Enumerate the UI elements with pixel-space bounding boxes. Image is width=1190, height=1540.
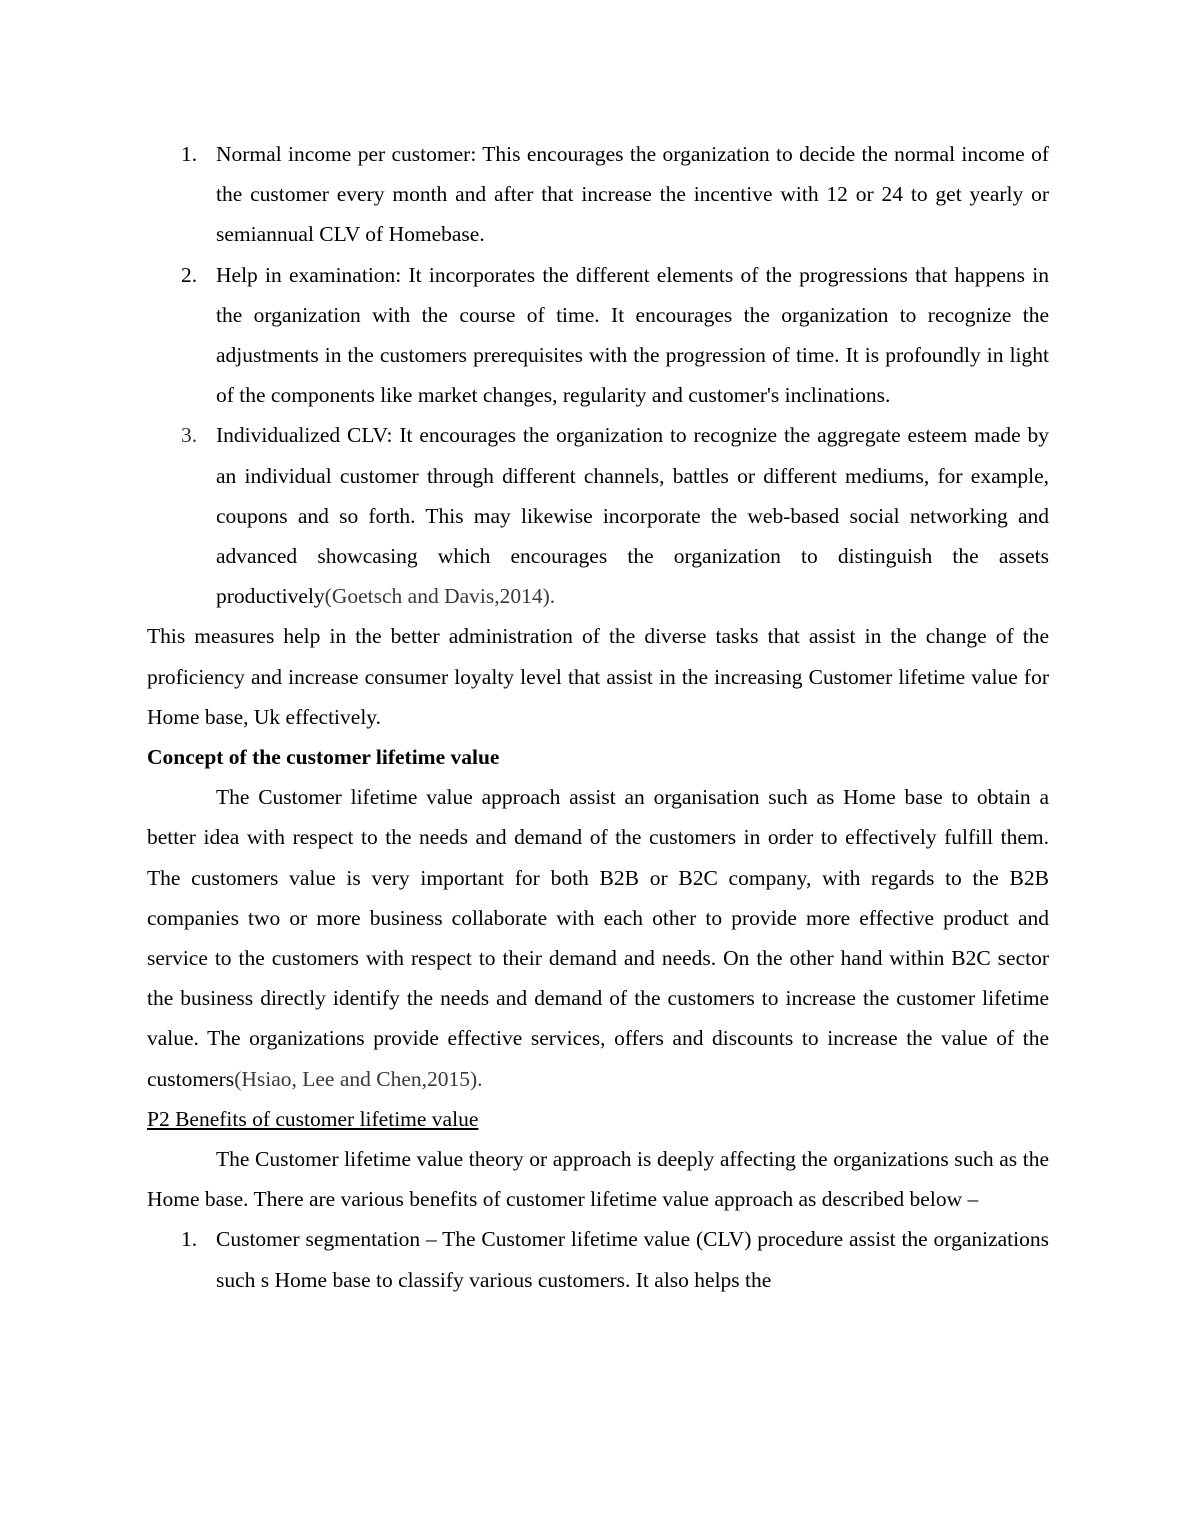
paragraph-text: The Customer lifetime value approach assist an organisation such as Home base to obtain a better idea with respect to the needs and demand of the customers in order to effectively fulfill them. The customers value is very important for both B2B or B2C company, with regards to the B2B companies two or more business collaborate with each other to provide more effective product and service to the customers with respect to their demand and needs. On the other hand within B2C sector the business directly identify the needs and demand of the customers to increase the customer lifetime value. The organizations provide effective services, offers and discounts to increase the value of the customers (147, 785, 1049, 1091)
list-item-text: Customer segmentation – The Customer lifetime value (CLV) procedure assist the organizations such s Home base to classify various customers. It also helps the (216, 1227, 1049, 1292)
citation: (Hsiao, Lee and Chen,2015). (234, 1066, 483, 1091)
list-item-number: 2. (181, 262, 198, 287)
body-paragraph: This measures help in the better administration of the diverse tasks that assist in the change of the proficiency and increase consumer loyalty level that assist in the increasing Customer lifetime value for Home base, Uk effectively. (147, 624, 1049, 729)
list-item-text: Normal income per customer: This encourages the organization to decide the normal income of the customer every month and after that increase the incentive with 12 or 24 to get yearly or semiannual CLV of Homebase. (216, 142, 1049, 247)
list-item (147, 415, 1049, 616)
section-heading-underlined (147, 1099, 1049, 1139)
list-item-number: 3. (181, 423, 198, 448)
list-item (147, 255, 1049, 416)
list-item-number: 1. (181, 142, 198, 166)
section-heading-text: P2 Benefits of customer lifetime value (147, 1106, 479, 1131)
list-item (147, 1219, 1049, 1299)
document-page (147, 134, 1049, 1300)
body-paragraph (147, 777, 1049, 1099)
list-item-text: Individualized CLV: It encourages the organization to recognize the aggregate esteem made by an individual customer through different channels, battles or different mediums, for example, coupons and so forth. This may likewise incorporate the web-based social networking and advanced showcasing which encourages the organization to distinguish the assets productively (216, 423, 1049, 609)
numbered-list-benefits (147, 1219, 1049, 1299)
section-heading: Concept of the customer lifetime value (147, 745, 500, 770)
list-item-number: 1. (181, 1227, 198, 1252)
citation: (Goetsch and Davis,2014). (324, 584, 556, 609)
list-item (147, 134, 1049, 255)
numbered-list-methods (147, 134, 1049, 616)
list-item-text: Help in examination: It incorporates the different elements of the progressions that happens in the organization with the course of time. It encourages the organization to recognize the adjustments in the customers prerequisites with the progression of time. It is profoundly in light of the components like market changes, regularity and customer's inclinations. (216, 262, 1049, 408)
body-paragraph: The Customer lifetime value theory or approach is deeply affecting the organizations such as the Home base. There are various benefits of customer lifetime value approach as described below – (147, 1147, 1049, 1212)
